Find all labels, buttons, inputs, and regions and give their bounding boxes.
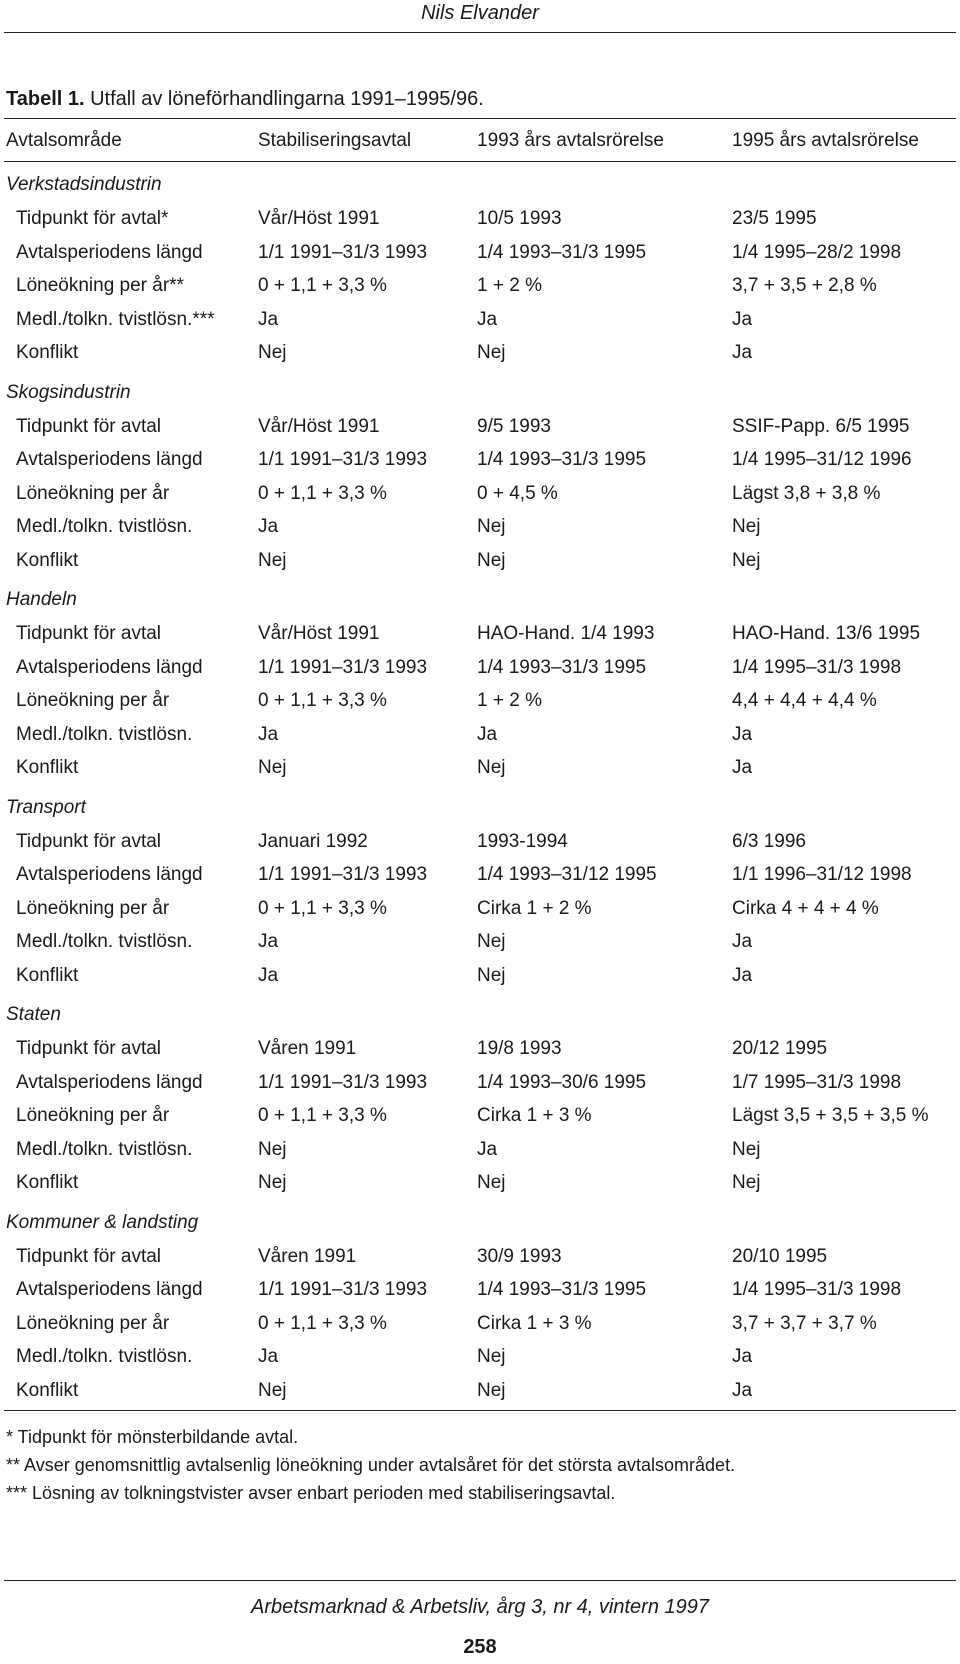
- value-1993: Cirka 1 + 2 %: [477, 897, 592, 919]
- row-label: Tidpunkt för avtal: [16, 1245, 162, 1267]
- value-1995: 1/7 1995–31/3 1998: [732, 1071, 902, 1093]
- row-label: Löneökning per år: [16, 1312, 170, 1334]
- stabilisation-value: Januari 1992: [258, 830, 368, 852]
- value-1995: 6/3 1996: [732, 830, 806, 852]
- stabilisation-value: 0 + 1,1 + 3,3 %: [258, 1312, 387, 1334]
- value-1995: Ja: [732, 308, 753, 330]
- value-1995: Lägst 3,8 + 3,8 %: [732, 482, 881, 504]
- value-1995: Nej: [732, 516, 761, 537]
- value-1993: Ja: [477, 1138, 498, 1160]
- row-label: Avtalsperiodens längd: [16, 864, 203, 885]
- value-1993: Cirka 1 + 3 %: [477, 1105, 592, 1126]
- footnote-2: ** Avser genomsnittlig avtalsenlig löneökning under avtalsåret för det största avtalsområdet.: [6, 1455, 736, 1475]
- table-row: [0, 1168, 960, 1198]
- section-title: Transport: [6, 796, 86, 818]
- table-row: [0, 686, 960, 716]
- table-bottom-rule: [4, 1410, 956, 1411]
- value-1995: Cirka 4 + 4 + 4 %: [732, 897, 879, 919]
- row-label: Medl./tolkn. tvistlösn.: [16, 723, 193, 745]
- value-1993: Nej: [477, 1346, 506, 1367]
- value-1995: 1/4 1995–31/12 1996: [732, 449, 912, 470]
- table-row: [0, 894, 960, 924]
- value-1993: 0 + 4,5 %: [477, 482, 558, 504]
- value-1993: Nej: [477, 931, 506, 952]
- value-1993: 10/5 1993: [477, 208, 562, 229]
- stabilisation-value: Vår/Höst 1991: [258, 208, 380, 229]
- stabilisation-value: 1/1 1991–31/3 1993: [258, 656, 428, 678]
- table-row: [0, 271, 960, 301]
- column-header-area: Avtalsområde: [6, 130, 122, 151]
- value-1993: 1/4 1993–31/12 1995: [477, 864, 657, 885]
- table-header-row: [0, 130, 960, 160]
- column-header-1995: 1995 års avtalsrörelse: [732, 130, 919, 151]
- table-row: [0, 1309, 960, 1339]
- stabilisation-value: 1/1 1991–31/3 1993: [258, 449, 428, 470]
- row-label: Konflikt: [16, 1379, 79, 1401]
- stabilisation-value: Ja: [258, 931, 279, 952]
- value-1995: 1/1 1996–31/12 1998: [732, 864, 912, 885]
- stabilisation-value: 1/1 1991–31/3 1993: [258, 1279, 428, 1300]
- value-1995: 1/4 1995–31/3 1998: [732, 1279, 902, 1300]
- table-row: [0, 1275, 960, 1305]
- value-1993: 9/5 1993: [477, 415, 551, 437]
- stabilisation-value: Nej: [258, 1379, 287, 1401]
- value-1995: Ja: [732, 723, 753, 745]
- row-label: Löneökning per år**: [16, 275, 184, 296]
- value-1995: Ja: [732, 1346, 753, 1367]
- stabilisation-value: 0 + 1,1 + 3,3 %: [258, 1105, 387, 1126]
- table-row: [0, 927, 960, 957]
- table-row: [0, 445, 960, 475]
- value-1993: 1993-1994: [477, 830, 568, 852]
- table-row: [0, 1034, 960, 1064]
- column-header-1993: 1993 års avtalsrörelse: [477, 130, 664, 151]
- section-title: Handeln: [6, 589, 77, 610]
- value-1995: HAO-Hand. 13/6 1995: [732, 623, 921, 644]
- value-1993: 19/8 1993: [477, 1038, 562, 1059]
- value-1993: 1 + 2 %: [477, 690, 542, 711]
- stabilisation-value: Vår/Höst 1991: [258, 415, 380, 437]
- footnote-3: *** Lösning av tolkningstvister avser enbart perioden med stabiliseringsavtal.: [6, 1483, 616, 1503]
- value-1995: 23/5 1995: [732, 208, 817, 229]
- stabilisation-value: 0 + 1,1 + 3,3 %: [258, 482, 387, 504]
- table-row: [0, 753, 960, 783]
- value-1993: Nej: [477, 757, 506, 778]
- table-caption: [6, 88, 484, 111]
- value-1993: 1/4 1993–31/3 1995: [477, 449, 647, 470]
- value-1993: Nej: [477, 964, 506, 986]
- value-1995: Nej: [732, 1172, 761, 1193]
- table-row: [0, 1242, 960, 1272]
- value-1993: 1 + 2 %: [477, 275, 542, 296]
- row-label: Tidpunkt för avtal*: [16, 208, 169, 229]
- row-label: Medl./tolkn. tvistlösn.: [16, 931, 193, 952]
- row-label: Konflikt: [16, 964, 79, 986]
- stabilisation-value: 0 + 1,1 + 3,3 %: [258, 690, 387, 711]
- row-label: Löneökning per år: [16, 897, 170, 919]
- header-rule: [4, 32, 956, 33]
- table-row: [0, 338, 960, 368]
- table-row: [0, 619, 960, 649]
- table-row: [0, 1342, 960, 1372]
- value-1993: 1/4 1993–31/3 1995: [477, 656, 647, 678]
- table-row: [0, 720, 960, 750]
- stabilisation-value: Nej: [258, 1172, 287, 1193]
- stabilisation-value: 1/1 1991–31/3 1993: [258, 1071, 428, 1093]
- value-1995: 4,4 + 4,4 + 4,4 %: [732, 690, 877, 711]
- value-1993: Ja: [477, 723, 498, 745]
- value-1995: 3,7 + 3,5 + 2,8 %: [732, 275, 877, 296]
- value-1993: Nej: [477, 1379, 506, 1401]
- value-1995: 3,7 + 3,7 + 3,7 %: [732, 1312, 877, 1334]
- table-row: [0, 204, 960, 234]
- section-title: Skogsindustrin: [6, 381, 131, 403]
- value-1995: 20/10 1995: [732, 1245, 828, 1267]
- value-1995: Ja: [732, 964, 753, 986]
- row-label: Tidpunkt för avtal: [16, 1038, 162, 1059]
- table-header-rule: [4, 161, 956, 162]
- page-number: 258: [463, 1636, 497, 1658]
- stabilisation-value: Ja: [258, 723, 279, 745]
- stabilisation-value: Ja: [258, 308, 279, 330]
- table-row: [0, 412, 960, 442]
- table-row: [0, 1101, 960, 1131]
- row-label: Avtalsperiodens längd: [16, 1071, 203, 1093]
- row-label: Tidpunkt för avtal: [16, 623, 162, 644]
- row-label: Konflikt: [16, 757, 79, 778]
- table-row: [0, 653, 960, 683]
- value-1993: Nej: [477, 516, 506, 537]
- stabilisation-value: Ja: [258, 1346, 279, 1367]
- value-1995: 20/12 1995: [732, 1038, 828, 1059]
- stabilisation-value: Nej: [258, 549, 287, 571]
- row-label: Medl./tolkn. tvistlösn.: [16, 1346, 193, 1367]
- value-1995: SSIF-Papp. 6/5 1995: [732, 415, 910, 437]
- table-row: [0, 512, 960, 542]
- value-1995: Ja: [732, 1379, 753, 1401]
- row-label: Löneökning per år: [16, 690, 170, 711]
- table-row: [0, 961, 960, 991]
- value-1993: Ja: [477, 308, 498, 330]
- table-row: [0, 238, 960, 268]
- table-caption-text: Utfall av löneförhandlingarna 1991–1995/96.: [90, 88, 484, 110]
- stabilisation-value: Ja: [258, 516, 279, 537]
- row-label: Medl./tolkn. tvistlösn.: [16, 1138, 193, 1160]
- running-header-author: Nils Elvander: [421, 2, 539, 24]
- value-1995: Ja: [732, 757, 753, 778]
- value-1993: Cirka 1 + 3 %: [477, 1312, 592, 1334]
- footer-rule: [4, 1580, 956, 1581]
- row-label: Medl./tolkn. tvistlösn.***: [16, 308, 215, 330]
- row-label: Medl./tolkn. tvistlösn.: [16, 516, 193, 537]
- value-1995: Ja: [732, 931, 753, 952]
- table-row: [0, 1068, 960, 1098]
- table-row: [0, 860, 960, 890]
- value-1993: 30/9 1993: [477, 1245, 562, 1267]
- column-header-stabilisation: Stabiliseringsavtal: [258, 130, 412, 151]
- table-top-rule: [4, 118, 956, 119]
- value-1995: Nej: [732, 549, 761, 571]
- value-1993: 1/4 1993–31/3 1995: [477, 1279, 647, 1300]
- footer-journal: Arbetsmarknad & Arbetsliv, årg 3, nr 4, vintern 1997: [251, 1596, 709, 1618]
- stabilisation-value: 0 + 1,1 + 3,3 %: [258, 275, 387, 296]
- stabilisation-value: Våren 1991: [258, 1245, 357, 1267]
- row-label: Avtalsperiodens längd: [16, 241, 203, 263]
- value-1993: 1/4 1993–31/3 1995: [477, 241, 647, 263]
- stabilisation-value: Nej: [258, 1138, 287, 1160]
- value-1995: 1/4 1995–28/2 1998: [732, 241, 902, 263]
- value-1993: 1/4 1993–30/6 1995: [477, 1071, 647, 1093]
- stabilisation-value: 1/1 1991–31/3 1993: [258, 241, 428, 263]
- stabilisation-value: Ja: [258, 964, 279, 986]
- table-row: [0, 1135, 960, 1165]
- table-row: [0, 546, 960, 576]
- table-row: [0, 827, 960, 857]
- table-row: [0, 305, 960, 335]
- section-title: Verkstadsindustrin: [6, 174, 162, 195]
- row-label: Löneökning per år: [16, 1105, 170, 1126]
- stabilisation-value: 1/1 1991–31/3 1993: [258, 864, 428, 885]
- row-label: Konflikt: [16, 342, 79, 363]
- stabilisation-value: Vår/Höst 1991: [258, 623, 380, 644]
- row-label: Tidpunkt för avtal: [16, 415, 162, 437]
- value-1995: Nej: [732, 1138, 761, 1160]
- row-label: Konflikt: [16, 1172, 79, 1193]
- stabilisation-value: 0 + 1,1 + 3,3 %: [258, 897, 387, 919]
- stabilisation-value: Våren 1991: [258, 1038, 357, 1059]
- footnote-1: * Tidpunkt för mönsterbildande avtal.: [6, 1427, 299, 1447]
- value-1995: 1/4 1995–31/3 1998: [732, 656, 902, 678]
- value-1995: Ja: [732, 342, 753, 363]
- row-label: Löneökning per år: [16, 482, 170, 504]
- table-row: [0, 1376, 960, 1406]
- table-row: [0, 479, 960, 509]
- row-label: Avtalsperiodens längd: [16, 656, 203, 678]
- row-label: Tidpunkt för avtal: [16, 830, 162, 852]
- row-label: Avtalsperiodens längd: [16, 1279, 203, 1300]
- stabilisation-value: Nej: [258, 757, 287, 778]
- value-1993: HAO-Hand. 1/4 1993: [477, 623, 655, 644]
- row-label: Konflikt: [16, 549, 79, 571]
- stabilisation-value: Nej: [258, 342, 287, 363]
- table-caption-label: Tabell 1.: [6, 88, 85, 110]
- section-title: Staten: [6, 1004, 61, 1025]
- value-1993: Nej: [477, 342, 506, 363]
- section-title: Kommuner & landsting: [6, 1211, 199, 1233]
- value-1993: Nej: [477, 549, 506, 571]
- value-1995: Lägst 3,5 + 3,5 + 3,5 %: [732, 1105, 929, 1126]
- value-1993: Nej: [477, 1172, 506, 1193]
- row-label: Avtalsperiodens längd: [16, 449, 203, 470]
